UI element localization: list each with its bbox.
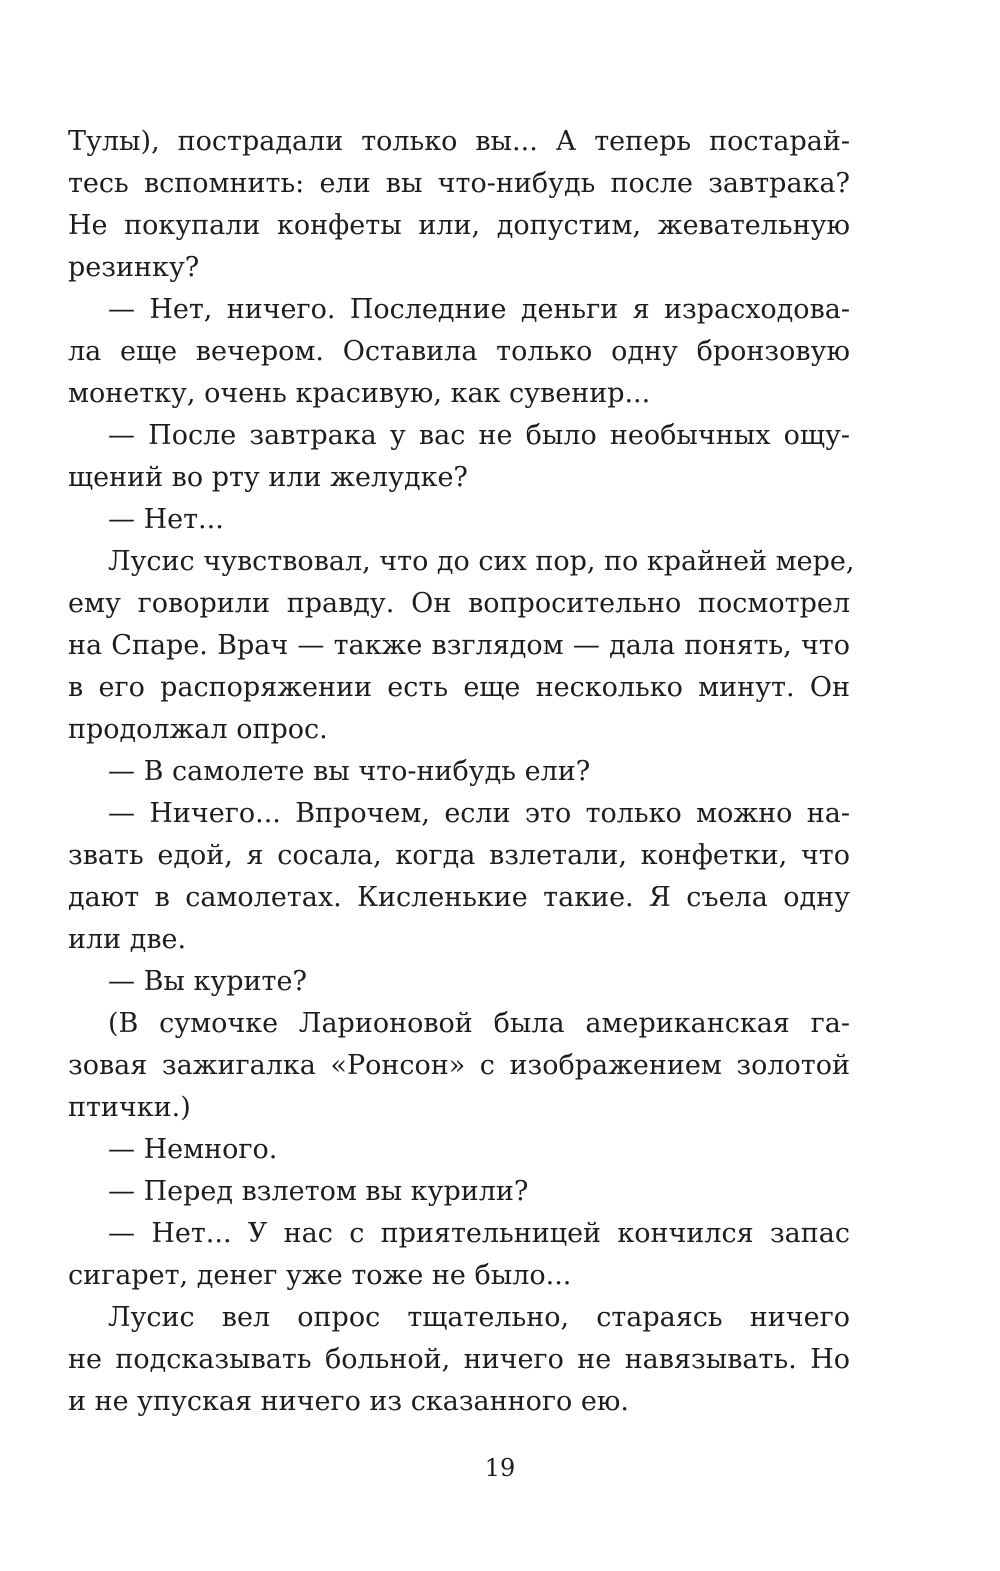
text-line: щений во рту или желудке? [68,462,468,493]
text-line: Тулы), пострадали только вы... А теперь постарай- [68,126,850,157]
text-line: (В сумочке Ларионовой была американская га- [108,1008,850,1039]
text-line: звать едой, я сосала, когда взлетали, конфетки, что [68,840,850,871]
text-line: резинку? [68,252,200,283]
text-line: — Вы курите? [108,966,307,997]
text-line: — Немного. [108,1134,278,1165]
text-line: или две. [68,924,187,955]
text-line: сигарет, денег уже тоже не было... [68,1260,572,1291]
page-number: 19 [484,1454,516,1482]
text-line: птички.) [68,1092,191,1123]
text-line: ему говорили правду. Он вопросительно посмотрел [68,588,850,619]
text-line: — Нет, ничего. Последние деньги я израсходова- [108,294,850,325]
text-line: дают в самолетах. Кисленькие такие. Я съела одну [68,882,850,913]
text-line: Не покупали конфеты или, допустим, жевательную [68,210,850,241]
text-line: продолжал опрос. [68,714,328,745]
text-line: монетку, очень красивую, как сувенир... [68,378,651,409]
text-line: — Нет... У нас с приятельницей кончился запас [108,1218,850,1249]
text-line: ла еще вечером. Оставила только одну бронзовую [68,336,850,367]
text-line: и не упуская ничего из сказанного ею. [68,1386,629,1417]
text-line: Лусис вел опрос тщательно, стараясь ничего [108,1302,850,1333]
text-line: зовая зажигалка «Ронсон» с изображением золотой [68,1050,850,1081]
text-line: — В самолете вы что-нибудь ели? [108,756,591,787]
text-line: — Ничего... Впрочем, если это только можно на- [108,798,850,829]
text-line: — Нет... [108,504,224,535]
text-line: Лусис чувствовал, что до сих пор, по крайней мере, [108,546,855,577]
page-body [68,121,855,1423]
text-line: в его распоряжении есть еще несколько минут. Он [68,672,850,703]
text-line: не подсказывать больной, ничего не навязывать. Но [68,1344,850,1375]
text-line: — После завтрака у вас не было необычных ощу- [108,420,850,451]
text-line: тесь вспомнить: ели вы что-нибудь после завтрака? [68,168,850,199]
text-line: на Спаре. Врач — также взглядом — дала понять, что [68,630,850,661]
text-line: — Перед взлетом вы курили? [108,1176,529,1207]
